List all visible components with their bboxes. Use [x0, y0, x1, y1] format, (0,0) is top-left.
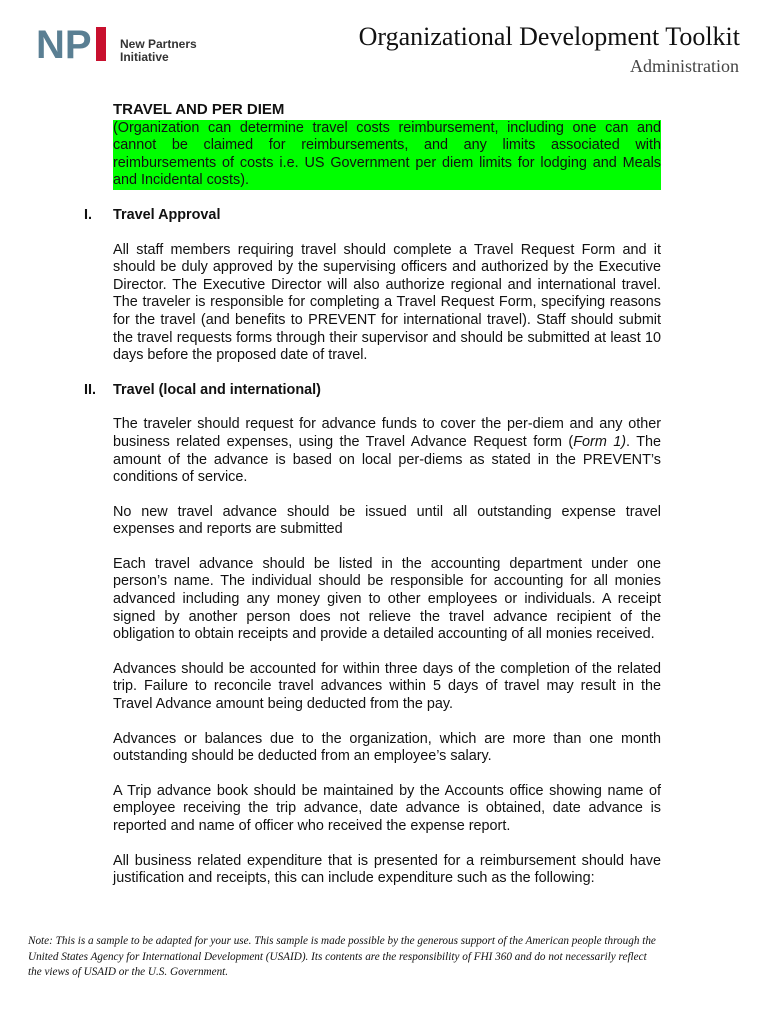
highlighted-note: (Organization can determine travel costs reimbursement, including one can and cannot be claimed for reimbursements, and any limits associated with reimbursements of costs i.e. US Government per diem limits for lodging and Meals and Incidental costs).	[113, 119, 661, 189]
heading-number: I.	[84, 206, 92, 223]
paragraph-expenditure-justification: All business related expenditure that is presented for a reimbursement should have justification and receipts, this can include expenditure such as the following:	[113, 852, 661, 887]
form-reference: Form 1)	[573, 433, 627, 450]
heading-number: II.	[84, 381, 96, 398]
logo-line-1: New Partners	[120, 37, 197, 51]
advance-request-text-end: . The amount of the advance is based on local per-diems as stated in the PREVENT’s conditions of service.	[113, 433, 661, 486]
section-title: TRAVEL AND PER DIEM	[113, 101, 285, 118]
npi-logo	[36, 24, 206, 64]
heading-text: Travel Approval	[113, 206, 221, 223]
heading-travel-approval	[84, 206, 661, 225]
logo-wordmark	[120, 38, 197, 64]
paragraph-advance-listing: Each travel advance should be listed in the accounting department under one person’s name. The individual should be responsible for accounting for all monies advanced including any money given to other employees or individuals. A receipt signed by another person does not relieve the travel advance recipient of the obligation to obtain receipts and provide a detailed accounting of all monies received.	[113, 555, 661, 643]
npi-logo-mark	[36, 26, 116, 62]
paragraph-no-new-advance: No new travel advance should be issued until all outstanding expense travel expenses and reports are submitted	[113, 503, 661, 538]
paragraph-travel-approval: All staff members requiring travel should complete a Travel Request Form and it should be duly approved by the supervising officers and authorized by the Executive Director. The Executive Director will also authorize regional and international travel. The traveler is responsible for completing a Travel Request Form, specifying reasons for the travel (and benefits to PREVENT for international travel). Staff should submit the travel requests forms through their supervisor and should be submitted at least 10 days before the proposed date of travel.	[113, 241, 661, 364]
heading-travel-local-international	[84, 381, 661, 400]
logo-line-2: Initiative	[120, 50, 169, 64]
heading-text: Travel (local and international)	[113, 381, 321, 398]
paragraph-trip-advance-book: A Trip advance book should be maintained by the Accounts office showing name of employee receiving the trip advance, date advance is obtained, date advance is reported and name of officer who received the expense report.	[113, 782, 661, 834]
advance-request-text: The traveler should request for advance funds to cover the per-diem and any other business related expenses, using the Travel Advance Request form (	[113, 416, 661, 450]
footer-disclaimer: Note: This is a sample to be adapted for your use. This sample is made possible by the generous support of the American people through the United States Agency for International Development (USAID). Its contents are the responsibility of FHI 360 and do not necessarily reflect the views of USAID or the U.S. Government.	[28, 935, 656, 979]
toolkit-subtitle: Administration	[630, 56, 739, 76]
svg-text:NP: NP	[36, 26, 92, 62]
paragraph-advance-request	[113, 416, 661, 486]
toolkit-title: Organizational Development Toolkit	[358, 22, 740, 51]
document-body	[84, 101, 661, 888]
paragraph-outstanding-balances: Advances or balances due to the organization, which are more than one month outstanding should be deducted from an employee’s salary.	[113, 730, 661, 765]
paragraph-accounting-deadline: Advances should be accounted for within three days of the completion of the related trip. Failure to reconcile travel advances within 5 days of travel may result in the Travel Advance amount being deducted from the pay.	[113, 660, 661, 713]
